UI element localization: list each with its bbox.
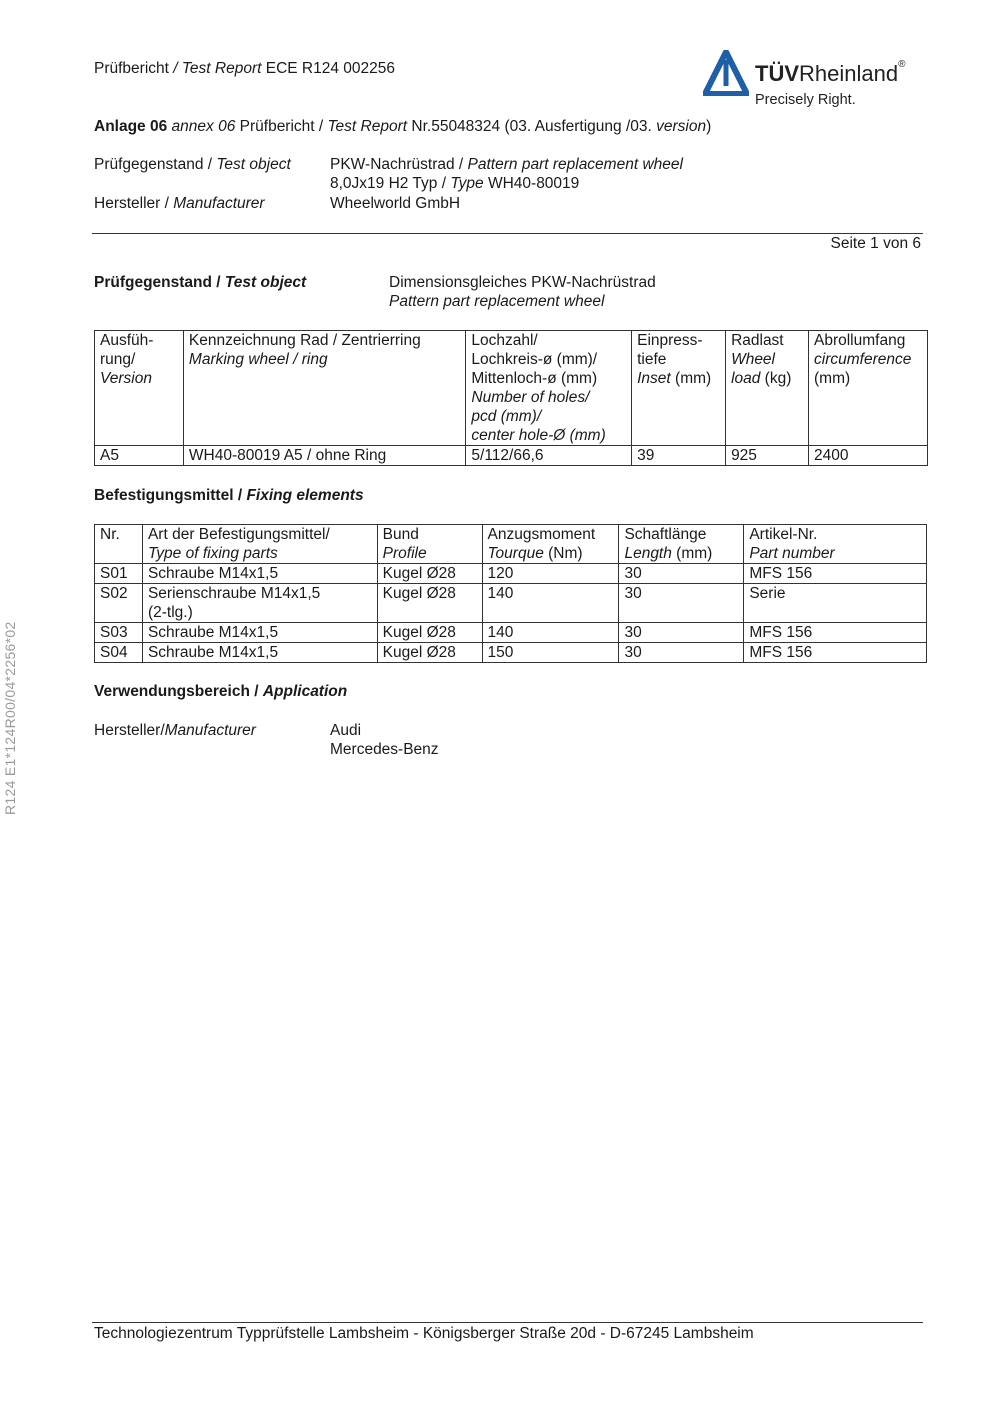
table-row: S01 Schraube M14x1,5 Kugel Ø28 120 30 MFS 156 [95,564,927,584]
header-inset: Einpress- tiefe Inset (mm) [632,331,726,446]
test-object-label: Prüfgegenstand / Test object [94,156,291,173]
header-load: Radlast Wheel load (kg) [726,331,809,446]
report-header-en: Test Report [181,60,262,77]
header-circumference: Abrollumfang circumference (mm) [809,331,928,446]
header-holes: Lochzahl/ Lochkreis-ø (mm)/ Mittenloch-ø (mm) Number of holes/ pcd (mm)/ center hole-Ø (mm) [466,331,632,446]
cell-marking: WH40-80019 A5 / ohne Ring [183,446,465,466]
header-nr: Nr. [95,525,143,564]
page-number: Seite 1 von 6 [830,235,921,252]
header-profile: Bund Profile [377,525,482,564]
cell-version: A5 [95,446,184,466]
header-divider [92,233,923,234]
header-marking: Kennzeichnung Rad / Zentrierring Marking wheel / ring [183,331,465,446]
table-header-row [95,525,927,564]
cell-load: 925 [726,446,809,466]
header-version: Ausfüh- rung/ Version [95,331,184,446]
manufacturer-value: Wheelworld GmbH [330,195,461,212]
header-part-number: Artikel-Nr. Part number [744,525,927,564]
table-row: S03 Schraube M14x1,5 Kugel Ø28 140 30 MFS 156 [95,623,927,643]
cell-inset: 39 [632,446,726,466]
footer-divider [92,1322,923,1323]
tuv-logo [703,50,933,114]
test-object-section-title: Prüfgegenstand / Test object [94,274,307,291]
logo-tagline: Precisely Right. [755,92,856,108]
report-header: Prüfbericht / Test Report ECE R124 002256 [94,60,396,77]
table-row: S04 Schraube M14x1,5 Kugel Ø28 150 30 MFS 156 [95,643,927,663]
table-row [95,446,928,466]
table-header-row [95,331,928,446]
annex-line: Anlage 06 annex 06 Prüfbericht / Test Report Nr.55048324 (03. Ausfertigung /03. version) [94,118,712,135]
report-header-de: Prüfbericht [94,60,169,77]
test-object-value: PKW-Nachrüstrad / Pattern part replacement wheel [330,156,683,173]
cell-holes: 5/112/66,6 [466,446,632,466]
application-manufacturer-1: Audi [330,722,362,739]
application-section-title: Verwendungsbereich / Application [94,683,348,700]
table-row: S02 Serienschraube M14x1,5 (2-tlg.) Kugel Ø28 140 30 Serie [95,584,927,623]
fixing-table [94,524,927,663]
tuv-triangle-icon [703,50,749,96]
side-reference-number: R124 E1*124R00/04*2256*02 [2,621,18,815]
manufacturer-label: Hersteller / Manufacturer [94,195,265,212]
test-object-spec: 8,0Jx19 H2 Typ / Type WH40-80019 [330,175,580,192]
wheel-table [94,330,928,466]
application-manufacturer-label: Hersteller/Manufacturer [94,722,256,739]
cell-circumference: 2400 [809,446,928,466]
header-torque: Anzugsmoment Tourque (Nm) [482,525,619,564]
fixing-section-title: Befestigungsmittel / Fixing elements [94,487,364,504]
test-object-description-de: Dimensionsgleiches PKW-Nachrüstrad [389,274,656,291]
footer-address: Technologiezentrum Typprüfstelle Lambsheim - Königsberger Straße 20d - D-67245 Lambsheim [94,1325,754,1342]
test-object-description-en: Pattern part replacement wheel [389,293,605,310]
application-manufacturer-2: Mercedes-Benz [330,741,439,758]
header-type: Art der Befestigungsmittel/ Type of fixing parts [142,525,377,564]
report-id: ECE R124 002256 [261,60,396,77]
header-length: Schaftlänge Length (mm) [619,525,744,564]
logo-brand: TÜVRheinland® [755,59,906,86]
